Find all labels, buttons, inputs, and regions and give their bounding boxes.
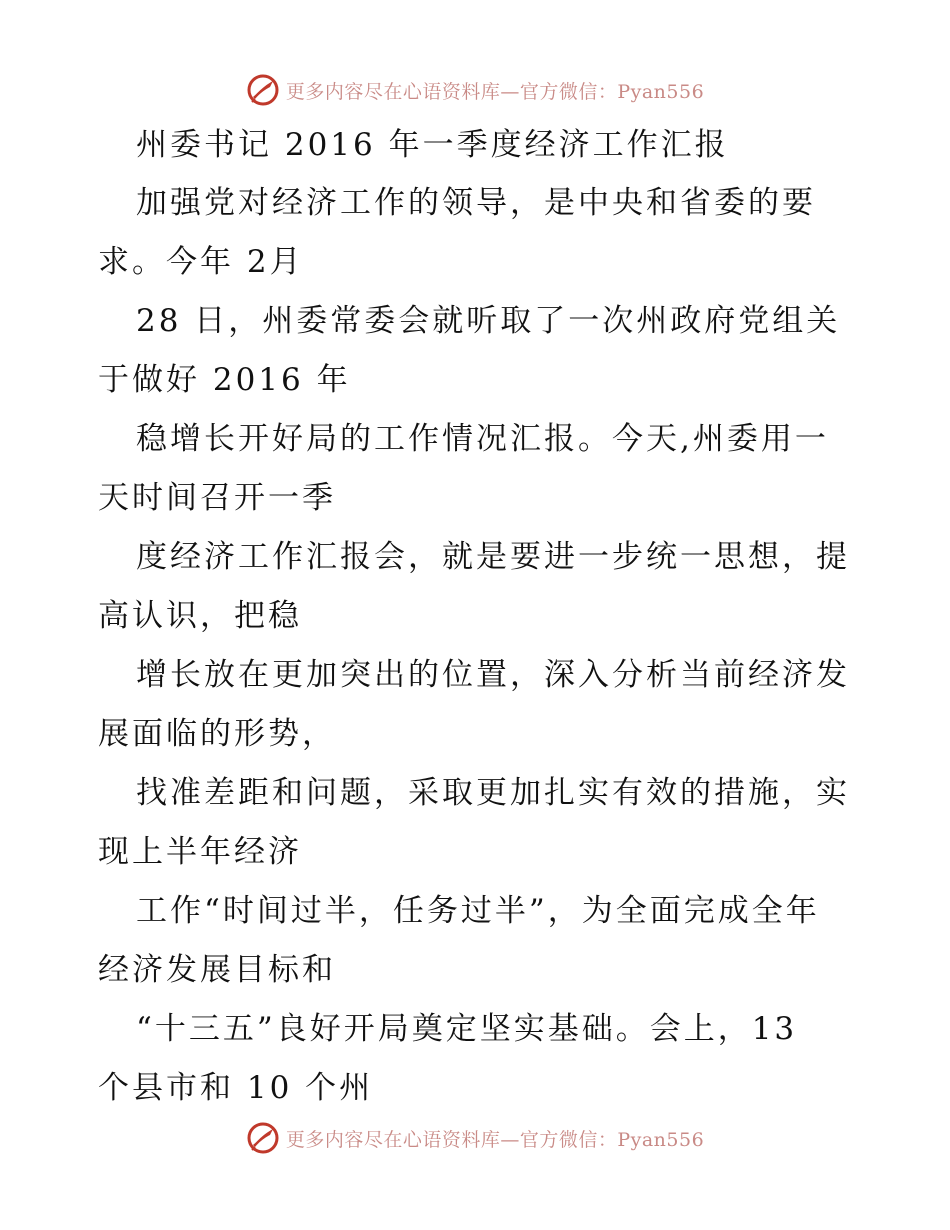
pen-logo-icon [246, 73, 280, 107]
paragraph-line: 稳增长开好局的工作情况汇报。今天,州委用一 [136, 421, 829, 457]
header-watermark-banner [0, 70, 950, 110]
paragraph-line: 高认识，把稳 [98, 598, 302, 634]
header-watermark-text: 更多内容尽在心语资料库—官方微信：Pyan556 [285, 80, 705, 103]
paragraph-line: 个县市和 10 个州 [98, 1070, 374, 1106]
paragraph-line: 求。今年 2月 [98, 244, 304, 280]
paragraph-line: 度经济工作汇报会，就是要进一步统一思想，提 [136, 539, 850, 575]
paragraph-line: 现上半年经济 [98, 834, 302, 870]
paragraph-line: 加强党对经济工作的领导，是中央和省委的要 [136, 185, 816, 221]
paragraph-line: “十三五”良好开局奠定坚实基础。会上，13 [136, 1011, 798, 1047]
paragraph-line: 增长放在更加突出的位置，深入分析当前经济发 [136, 657, 850, 693]
paragraph-line: 工作“时间过半，任务过半”，为全面完成全年 [136, 893, 820, 929]
paragraph-line: 展面临的形势， [98, 716, 336, 752]
paragraph-line: 找准差距和问题，采取更加扎实有效的措施，实 [136, 775, 850, 811]
footer-watermark-text: 更多内容尽在心语资料库—官方微信：Pyan556 [285, 1128, 705, 1151]
document-title: 州委书记 2016 年一季度经济工作汇报 [136, 127, 729, 163]
pen-logo-icon [246, 1121, 280, 1155]
paragraph-line: 天时间召开一季 [98, 480, 336, 516]
paragraph-line: 于做好 2016 年 [98, 362, 351, 398]
paragraph-line: 28 日，州委常委会就听取了一次州政府党组关 [136, 303, 841, 339]
paragraph-line: 经济发展目标和 [98, 952, 336, 988]
footer-watermark-banner [0, 1118, 950, 1158]
